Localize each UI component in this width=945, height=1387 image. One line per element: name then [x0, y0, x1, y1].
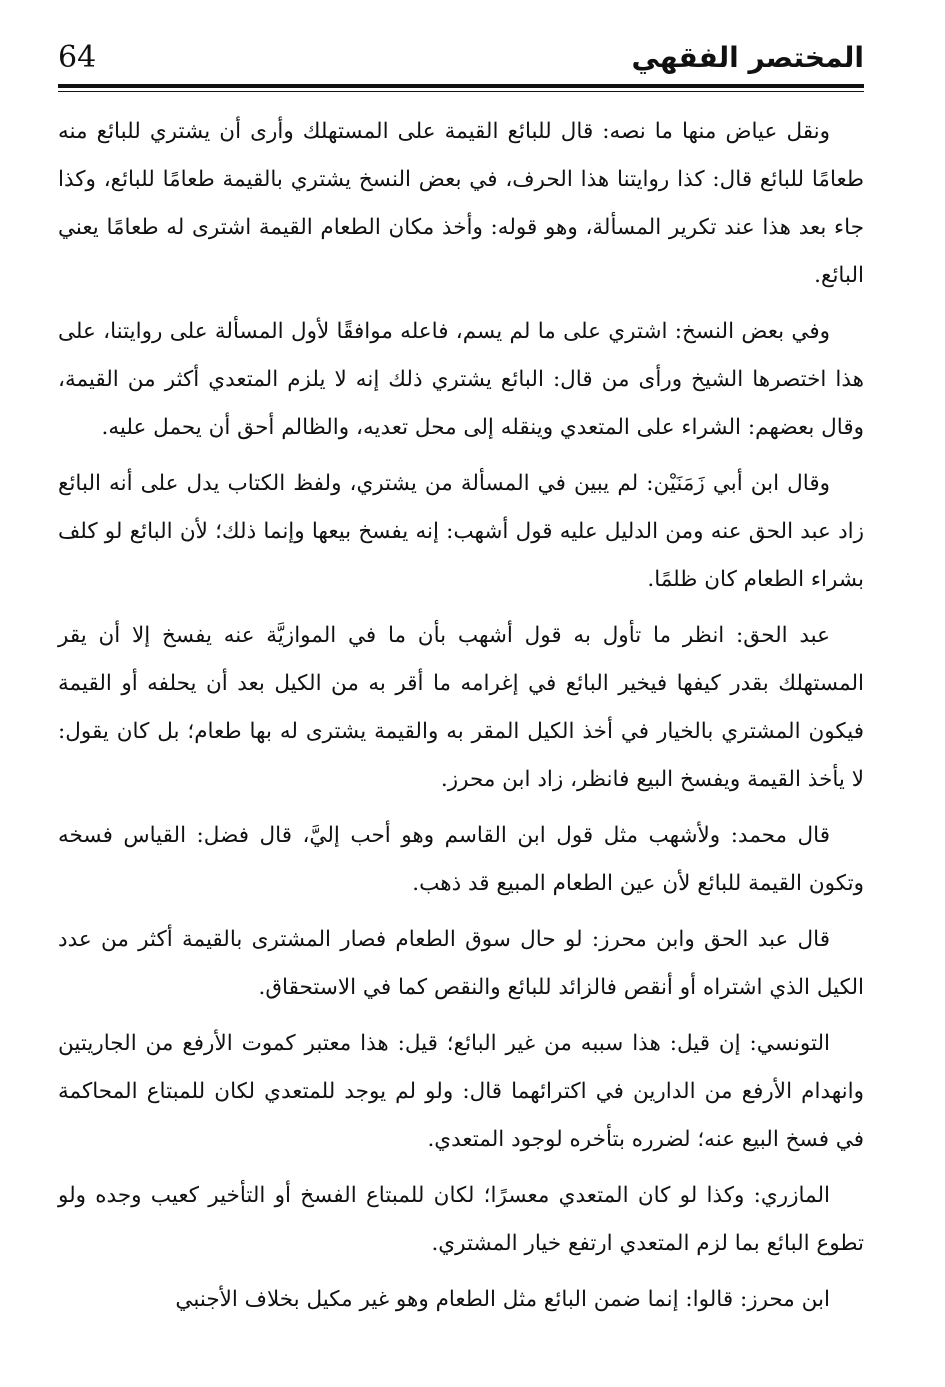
paragraph: التونسي: إن قيل: هذا سببه من غير البائع؛ قيل: هذا معتبر كموت الأرفع من الجاريتين وانهدام الأرفع من الدارين في اكترائهما قال: ولو لم يوجد للمتعدي لكان للمبتاع المحاكمة في فسخ البيع عنه؛ لضرره بتأخره لوجود المتعدي.: [58, 1031, 864, 1152]
paragraph: المازري: وكذا لو كان المتعدي معسرًا؛ لكان للمبتاع الفسخ أو التأخير كعيب وجده ولو تطوع البائع بما لزم المتعدي ارتفع خيار المشتري.: [58, 1183, 864, 1256]
paragraph: عبد الحق: انظر ما تأول به قول أشهب بأن ما في الموازيَّة عنه يفسخ إلا أن يقر المستهلك بقدر كيفها فيخير البائع في إغرامه ما أقر به من الكيل بعد أن يحلفه أو القيمة فيكون المشتري بالخيار في أخذ الكيل المقر به والقيمة يشترى له بها طعام؛ بل كان يقول: لا يأخذ القيمة ويفسخ البيع فانظر، زاد ابن محرز.: [58, 623, 864, 792]
header-rule-thin: [58, 91, 864, 92]
paragraph: قال عبد الحق وابن محرز: لو حال سوق الطعام فصار المشترى بالقيمة أكثر من عدد الكيل الذي اشتراه أو أنقص فالزائد للبائع والنقص كما في الاستحقاق.: [58, 927, 864, 1000]
paragraph: ابن محرز: قالوا: إنما ضمن البائع مثل الطعام وهو غير مكيل بخلاف الأجنبي: [175, 1287, 830, 1312]
page-body: [58, 108, 864, 1332]
header-rule-thick: [58, 84, 864, 88]
page-header: [58, 38, 864, 78]
paragraph: قال محمد: ولأشهب مثل قول ابن القاسم وهو أحب إليَّ، قال فضل: القياس فسخه وتكون القيمة للبائع لأن عين الطعام المبيع قد ذهب.: [58, 823, 864, 896]
paragraph: وقال ابن أبي زَمَنَيْن: لم يبين في المسألة من يشتري، ولفظ الكتاب يدل على أنه البائع زاد عبد الحق عنه ومن الدليل عليه قول أشهب: إنه يفسخ بيعها وإنما ذلك؛ لأن البائع لو كلف بشراء الطعام كان ظلمًا.: [58, 471, 864, 592]
page-number: 64: [58, 40, 97, 75]
paragraph: وفي بعض النسخ: اشتري على ما لم يسم، فاعله موافقًا لأول المسألة على روايتنا، على هذا اختصرها الشيخ ورأى من قال: البائع يشتري ذلك إنه لا يلزم المتعدي أكثر من القيمة، وقال بعضهم: الشراء على المتعدي وينقله إلى محل تعديه، والظالم أحق أن يحمل عليه.: [58, 319, 864, 440]
book-title: المختصر الفقهي: [631, 41, 864, 74]
paragraph: ونقل عياض منها ما نصه: قال للبائع القيمة على المستهلك وأرى أن يشتري للبائع منه طعامًا للبائع قال: كذا روايتنا هذا الحرف، في بعض النسخ يشتري بالقيمة طعامًا للبائع، وكذا جاء بعد هذا عند تكرير المسألة، وهو قوله: وأخذ مكان الطعام القيمة اشترى له طعامًا يعني البائع.: [58, 119, 864, 288]
